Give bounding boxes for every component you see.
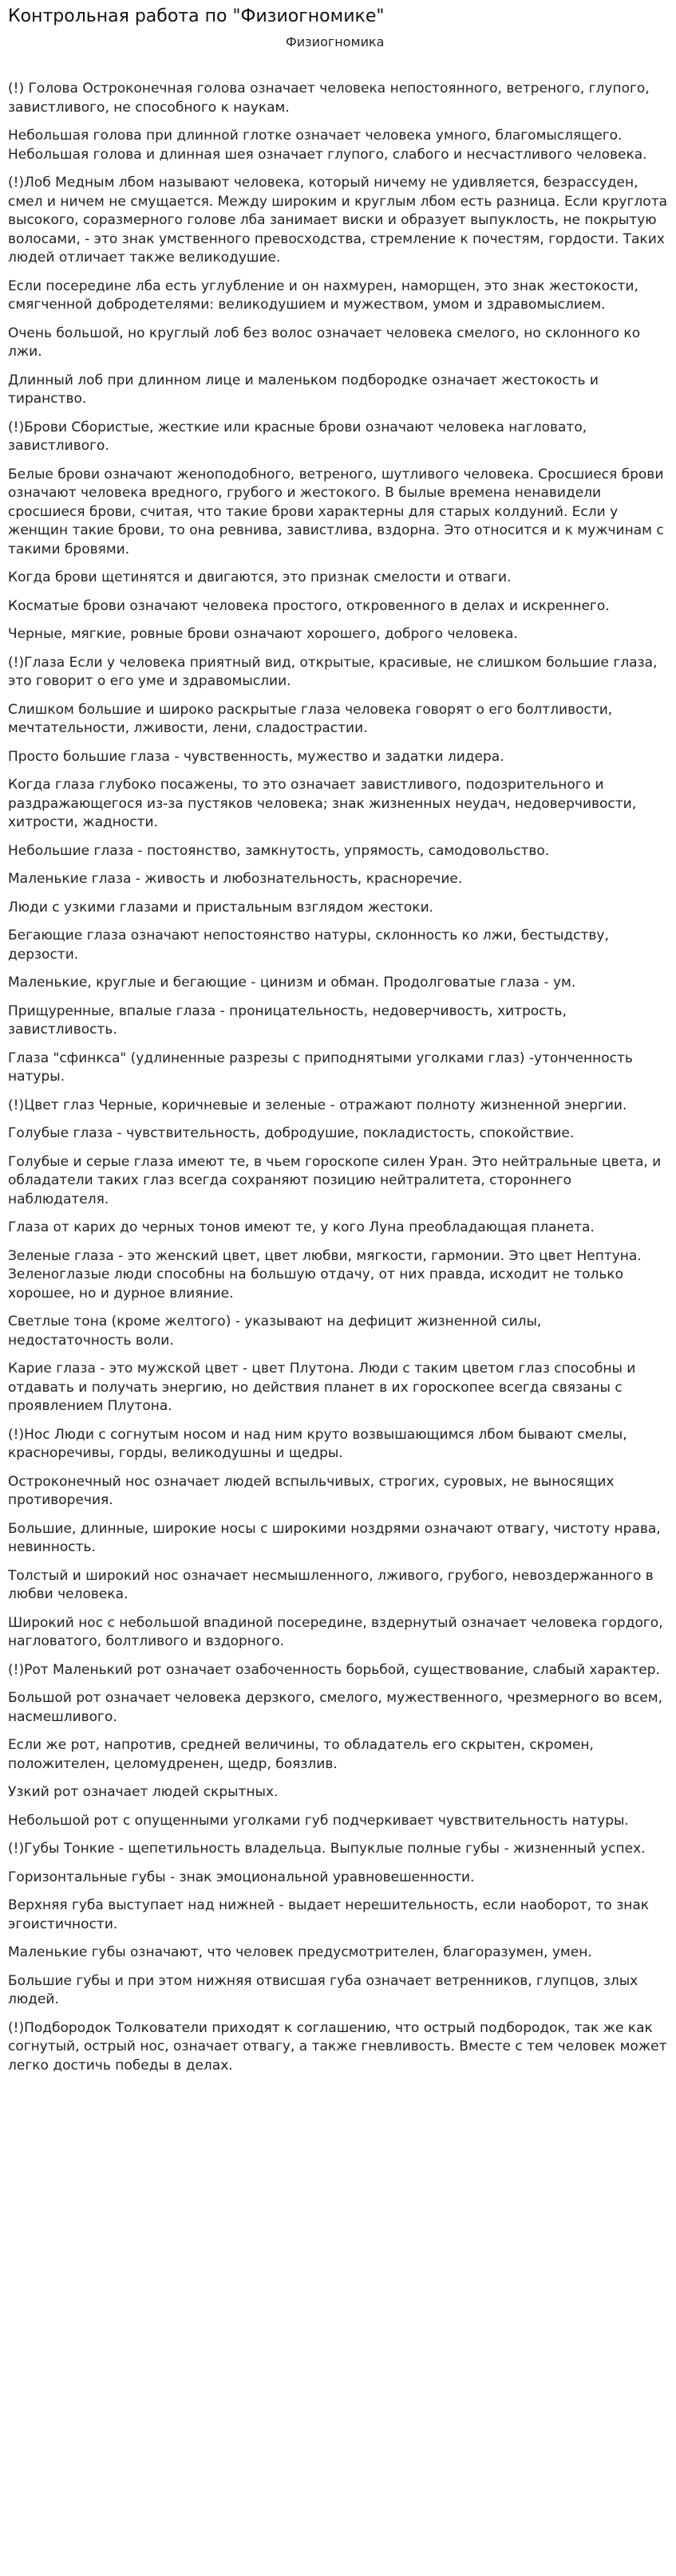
paragraph: (!)Подбородок Толкователи приходят к соглашению, что острый подбородок, так же как согнутый, острый нос, означает отвагу, а также гневливость. Вместе с тем человек может легко достичь победы в делах.: [8, 2019, 667, 2074]
paragraph: (!)Цвет глаз Черные, коричневые и зеленые - отражают полноту жизненной энергии.: [8, 1097, 627, 1113]
paragraph: Слишком большие и широко раскрытые глаза человека говорят о его болтливости, мечтательности, лживости, лени, сладострастии.: [8, 701, 613, 736]
paragraph: Бегающие глаза означают непостоянство натуры, склонность ко лжи, бестыдству, дерзости.: [8, 928, 609, 963]
paragraph: Очень большой, но круглый лоб без волос означает человека смелого, но склонного ко лжи.: [8, 325, 641, 360]
paragraph: Маленькие губы означают, что человек предусмотрителен, благоразумен, умен.: [8, 1944, 592, 1960]
paragraph: Небольшая голова при длинной глотке означает человека умного, благомыслящего. Небольшая голова и длинная шея означает глупого, слабого и несчастливого человека.: [8, 128, 647, 163]
paragraph: Просто большие глаза - чувственность, мужество и задатки лидера.: [8, 748, 504, 765]
paragraph: Верхняя губа выступает над нижней - выдает нерешительность, если наоборот, то знак эгоистичности.: [8, 1897, 650, 1932]
page-subtitle: Физиогномика: [286, 34, 385, 49]
paragraph: Длинный лоб при длинном лице и маленьком подбородке означает жестокость и тиранство.: [8, 372, 599, 407]
paragraph: Черные, мягкие, ровные брови означают хорошего, доброго человека.: [8, 626, 518, 642]
paragraph: (!)Глаза Если у человека приятный вид, открытые, красивые, не слишком большие глаза, это говорит о его уме и здравомыслии.: [8, 654, 658, 689]
paragraph: Горизонтальные губы - знак эмоциональной уравновешенности.: [8, 1869, 475, 1885]
document-body: [8, 80, 668, 2075]
paragraph: Если же рот, напротив, средней величины, то обладатель его скрытен, скромен, положителен, целомудренен, щедр, боязлив.: [8, 1737, 594, 1772]
paragraph: Небольшие глаза - постоянство, замкнутость, упрямость, самодовольство.: [8, 842, 550, 859]
paragraph: Когда брови щетинятся и двигаются, это признак смелости и отваги.: [8, 569, 512, 585]
paragraph: Маленькие глаза - живость и любознательность, красноречие.: [8, 871, 463, 887]
paragraph: Если посередине лба есть углубление и он нахмурен, наморщен, это знак жестокости, смягченной добродетелями: великодушием и мужеством, умом и здравомыслием.: [8, 278, 638, 313]
paragraph: Маленькие, круглые и бегающие - цинизм и обман. Продолговатые глаза - ум.: [8, 975, 576, 991]
paragraph: Небольшой рот с опущенными уголками губ подчеркивает чувствительность натуры.: [8, 1812, 629, 1829]
paragraph: Прищуренные, впалые глаза - проницательность, недоверчивость, хитрость, завистливость.: [8, 1002, 567, 1038]
paragraph: Широкий нос с небольшой впадиной посередине, вздернутый означает человека гордого, нагловатого, болтливого и вздорного.: [8, 1614, 663, 1649]
paragraph: Большие губы и при этом нижняя отвисшая губа означает ветренников, глупцов, злых людей.: [8, 1972, 638, 2007]
paragraph: Голубые глаза - чувствительность, добродушие, покладистость, спокойствие.: [8, 1125, 575, 1141]
paragraph: Зеленые глаза - это женский цвет, цвет любви, мягкости, гармонии. Это цвет Нептуна. Зеленоглазые люди способны на большую отдачу, от них правда, исходит не только хорошее, но и дурное влияние.: [8, 1247, 642, 1302]
paragraph: Толстый и широкий нос означает несмышленного, лживого, грубого, невоздержанного в любви человека.: [8, 1567, 654, 1602]
paragraph: Когда глаза глубоко посажены, то это означает завистливого, подозрительного и раздражающегося из-за пустяков человека; знак жизненных неудач, недоверчивости, хитрости, жадности.: [8, 777, 637, 830]
paragraph: Голубые и серые глаза имеют те, в чьем гороскопе силен Уран. Это нейтральные цвета, и обладатели таких глаз всегда сохраняют позицию нейтралитета, стороннего наблюдателя.: [8, 1153, 662, 1207]
paragraph: Глаза от карих до черных тонов имеют те, у кого Луна преобладающая планета.: [8, 1219, 595, 1235]
paragraph: Люди с узкими глазами и пристальным взглядом жестоки.: [8, 899, 434, 916]
paragraph: (!)Губы Тонкие - щепетильность владельца. Выпуклые полные губы - жизненный успех.: [8, 1841, 646, 1857]
paragraph: Карие глаза - это мужской цвет - цвет Плутона. Люди с таким цветом глаз способны и отдавать и получать энергию, но действия планет в их гороскопее всегда связаны с проявлением Плутона.: [8, 1361, 636, 1414]
paragraph: Узкий рот означает людей скрытных.: [8, 1784, 279, 1800]
paragraph: Светлые тона (кроме желтого) - указывают на дефицит жизненной силы, недостаточность воли.: [8, 1314, 542, 1349]
page-title: Контрольная работа по "Физиогномике": [8, 6, 385, 26]
paragraph: Большие, длинные, широкие носы с широкими ноздрями означают отвагу, чистоту нрава, невинность.: [8, 1520, 661, 1555]
paragraph: Большой рот означает человека дерзкого, смелого, мужественного, чрезмерного во всем, насмешливого.: [8, 1690, 662, 1725]
paragraph: (!)Рот Маленький рот означает озабоченность борьбой, существование, слабый характер.: [8, 1661, 660, 1678]
paragraph: (!)Нос Люди с согнутым носом и над ним круто возвышающимся лбом бывают смелы, красноречивы, горды, великодушны и щедры.: [8, 1426, 627, 1461]
paragraph: (!) Голова Остроконечная голова означает человека непостоянного, ветреного, глупого, завистливого, не способного к наукам.: [8, 81, 650, 116]
paragraph: Глаза "сфинкса" (удлиненные разрезы с приподнятыми уголками глаз) -утонченность натуры.: [8, 1050, 633, 1085]
paragraph: (!)Брови Сбористые, жесткие или красные брови означают человека нагловато, завистливого.: [8, 419, 587, 454]
paragraph: (!)Лоб Медным лбом называют человека, который ничему не удивляется, безрассуден, смел и ничем не смущается. Между широким и круглым лбом есть разница. Если круглота высокого, соразмерного голове лба занимает виски и образует выпуклость, не покрытую волосами, - это знак умственного превосходства, стремление к почестям, гордости. Таких людей отличает также великодушие.: [8, 175, 668, 266]
paragraph: Остроконечный нос означает людей вспыльчивых, строгих, суровых, не выносящих противоречия.: [8, 1473, 615, 1508]
paragraph: Косматые брови означают человека простого, откровенного в делах и искреннего.: [8, 597, 610, 614]
paragraph: Белые брови означают женоподобного, ветреного, шутливого человека. Сросшиеся брови означают человека вредного, грубого и жестокого. В былые времена ненавидели сросшиеся брови, считая, что такие брови характерны для старых колдуний. Если у женщин такие брови, то она ревнива, завистлива, вздорна. Это относится и к мужчинам с такими бровями.: [8, 466, 664, 557]
